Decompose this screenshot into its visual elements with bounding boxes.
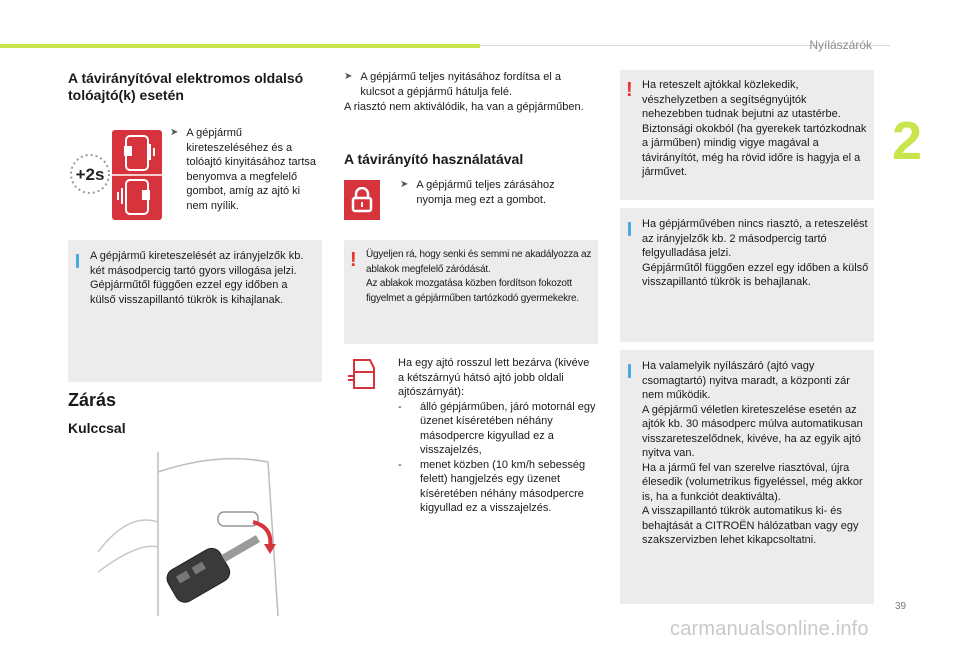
window-warning-box [344,240,598,344]
door-warning-item: - menet közben (10 km/h sebesség felett) hangjelzés egy üzenet kíséretében néhány másodpercre kigyullad ez a visszajelzés. [398,458,586,514]
key-in-door-illustration [98,452,320,616]
door-open-warning-icon [344,356,380,392]
header-accent-bar [0,44,480,48]
info-icon [76,254,79,268]
warning-icon: ! [350,249,357,271]
with-key-title: Kulccsal [68,420,126,436]
door-warning-item: - álló gépjárműben, járó motornál egy üzenet kíséretében néhány másodpercre kigyullad ez a visszajelzés, [398,400,596,456]
info-text: Ha valamelyik nyílászáró (ajtó vagy csomagtartó) nyitva maradt, a központi zár nem működik. A gépjármű véletlen kireteszelése esetén az ajtók kb. 30 másodperc múlva automatikusan visszareteszelődnek, kivéve, ha az egyik ajtó nyitva van. Ha a jármű fel van szerelve riasztóval, újra élesedik (volumetrikus figyeléssel, még akkor is, ha a funkciót deaktiválta). A visszapillantó tükrök automatikus ki- és behajtását a CITROËN hálózatban vagy egy szakszervizben lehet kikapcsoltatni. [642,360,863,546]
timer-badge-text: +2s [75,165,105,184]
section-title: Nyílászárók [809,38,872,52]
info-text: A gépjármű kireteszelését az irányjelzők kb. két másodpercig tartó gyors villogása jelzi. Gépjárműtől függően ezzel egy időben a külső visszapillantó tükrök is kihajlanak. [90,250,304,306]
info-icon [628,222,631,236]
warning-text: Ha reteszelt ajtókkal közlekedik, vészhelyzetben a segítségnyújtók nehezebben tudnak bejutni az utastérbe. Biztonsági okokból (ha gyerekek tartózkodnak a járműben) mindig vigye magával a távirányítót, még ha rövid időre is hagyja el a járművet. [642,79,867,178]
remote-sliding-door-title: A távirányítóval elektromos oldalsó tolóajtó(k) esetén [68,70,304,103]
info-box-central-lock [620,350,874,604]
chapter-number: 2 [892,111,923,171]
arrow-bullet-icon: ➤ [170,127,179,138]
alarm-note: A riasztó nem aktiválódik, ha van a gépjárműben. [344,101,584,113]
info-box-no-alarm [620,208,874,342]
info-text: Ha gépjárművében nincs riasztó, a reteszelést az irányjelzők kb. 2 másodpercig tartó felgyulladása jelzi. Gépjárműtől függően ezzel egy időben a külső visszapillantó tükrök is behajlanak. [642,218,869,288]
warning-text: Ügyeljen rá, hogy senki és semmi ne akadályozza az ablakok megfelelő záródását. Az ablakok mozgatása közben fordítson fokozott figyelmet a gépjárműben tartózkodó gyermekekre. [366,249,592,304]
info-box-unlock [68,240,322,382]
warning-icon: ! [626,79,633,101]
timer-2s-icon [68,152,112,196]
door-warning-text [398,356,596,516]
sliding-door-buttons-icon [112,130,162,220]
door-warning-intro: Ha egy ajtó rosszul lett bezárva (kivéve a kétszárnyú hátsó ajtó jobb oldali ajtószárnyát): [398,357,590,398]
arrow-bullet-icon: ➤ [400,179,409,190]
lock-button-icon [344,180,380,220]
watermark: carmanualsonline.info [670,618,869,640]
info-icon [628,364,631,378]
locking-title: Zárás [68,390,117,410]
emergency-warning-box [620,70,874,200]
remote-usage-title: A távirányító használatával [344,151,524,167]
page-number: 39 [895,601,907,612]
unlock-instruction: ➤ A gépjármű kireteszeléséhez és a tolóajtó kinyitásához tartsa benyomva a megfelelő gombot, amíg az ajtó ki nem nyílik. [170,127,317,212]
full-open-instruction: ➤ A gépjármű teljes nyitásához fordítsa el a kulcsot a gépjármű hátulja felé. [344,71,561,98]
lock-instruction: ➤ A gépjármű teljes zárásához nyomja meg ezt a gombot. [400,179,555,206]
arrow-bullet-icon: ➤ [344,71,353,82]
